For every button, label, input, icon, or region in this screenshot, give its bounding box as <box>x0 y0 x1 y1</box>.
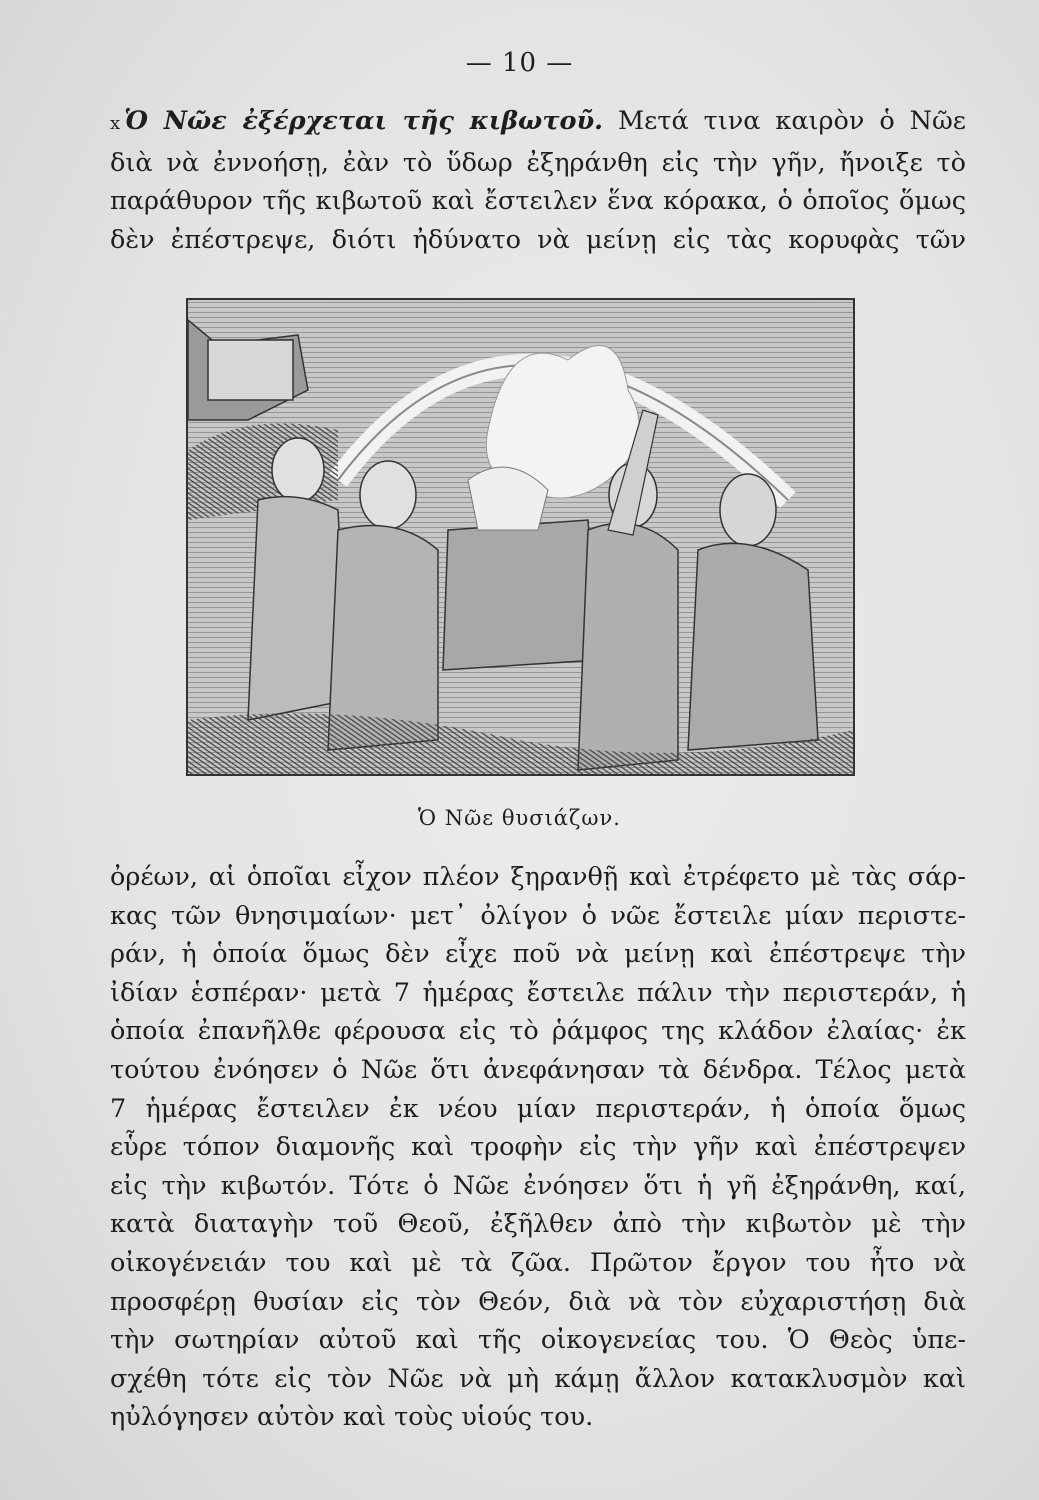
paragraph-2-line: κας τῶν θνησιμαίων· μετ᾽ ὀλίγον ὁ νῶε ἔστειλε μίαν περιστε- <box>110 900 966 931</box>
paragraph-2-line: σχέθη τότε εἰς τὸν Νῶε νὰ μὴ κάμῃ ἄλλον κατακλυσμὸν καὶ <box>110 1363 966 1394</box>
paragraph-2-line: ὀρέων, αἱ ὁποῖαι εἶχον πλέον ξηρανθῇ καὶ ἐτρέφετο μὲ τὰς σάρ- <box>110 862 966 892</box>
paragraph-2-line: ἰδίαν ἑσπέραν· μετὰ 7 ἡμέρας ἔστειλε πάλιν τὴν περιστεράν, ἡ <box>110 977 966 1008</box>
illustration-caption: Ὁ Νῶε θυσιάζων. <box>418 806 621 830</box>
paragraph-1 <box>110 102 966 259</box>
illustration-noah-sacrifice <box>186 298 855 776</box>
section-heading: Ὁ Νῶε ἐξέρχεται τῆς κιβωτοῦ. <box>124 106 604 136</box>
paragraph-2-line: ὁποία ἐπανῆλθε φέρουσα εἰς τὸ ῥάμφος της κλάδον ἐλαίας· ἐκ <box>110 1016 966 1047</box>
altar <box>443 520 598 670</box>
paragraph-2-line: τὴν σωτηρίαν αὐτοῦ καὶ τῆς οἰκογενείας του. Ὁ Θεὸς ὑπε- <box>110 1325 966 1356</box>
paragraph-1-line: διὰ νὰ ἐννοήσῃ, ἐὰν τὸ ὕδωρ ἐξηράνθη εἰς τὴν γῆν, ἤνοιξε τὸ <box>110 147 966 178</box>
paragraph-2-line: κατὰ διαταγὴν τοῦ Θεοῦ, ἐξῆλθεν ἀπὸ τὴν κιβωτὸν μὲ τὴν <box>110 1209 966 1240</box>
paragraph-2-line: ράν, ἡ ὁποία ὅμως δὲν εἶχε ποῦ νὰ μείνῃ καὶ ἐπέστρεψε τὴν <box>110 939 966 970</box>
figure-elder-head <box>720 474 776 546</box>
paragraph-1-line-1 <box>110 102 966 144</box>
margin-mark: x <box>110 113 121 134</box>
paragraph-1-line-1-rest: Μετά τινα καιρὸν ὁ Νῶε <box>618 106 966 136</box>
paragraph-2-line: προσφέρῃ θυσίαν εἰς τὸν Θεόν, διὰ νὰ τὸν εὐχαριστήσῃ διὰ <box>110 1286 966 1317</box>
figure-kneeling-man-head <box>360 461 416 529</box>
paragraph-1-line: παράθυρον τῆς κιβωτοῦ καὶ ἔστειλεν ἕνα κόρακα, ὁ ὁποῖος ὅμως <box>110 186 966 217</box>
paragraph-2-line: εὗρε τόπον διαμονῆς καὶ τροφὴν εἰς τὴν γῆν καὶ ἐπέστρεψεν <box>110 1132 966 1163</box>
paragraph-1-line: δὲν ἐπέστρεψε, διότι ἠδύνατο νὰ μείνῃ εἰς τὰς κορυφὰς τῶν <box>110 224 966 255</box>
figure-woman-head <box>272 438 324 502</box>
figure-elder <box>688 543 818 750</box>
paragraph-2-line: 7 ἡμέρας ἔστειλεν ἐκ νέου μίαν περιστεράν, ἡ ὁποία ὅμως <box>110 1093 966 1124</box>
figure-noah <box>578 523 678 770</box>
paragraph-2-line: ηὐλόγησεν αὐτὸν καὶ τοὺς υἱούς του. <box>110 1402 594 1433</box>
engraving-artwork <box>188 300 853 774</box>
paragraph-2-line: οἰκογένειάν του καὶ μὲ τὰ ζῶα. Πρῶτον ἔργον του ἦτο νὰ <box>110 1247 966 1278</box>
paragraph-2-line: τούτου ἐνόησεν ὁ Νῶε ὅτι ἀνεφάνησαν τὰ δένδρα. Τέλος μετὰ <box>110 1054 966 1085</box>
paragraph-2 <box>110 858 966 1437</box>
paragraph-2-line: εἰς τὴν κιβωτόν. Τότε ὁ Νῶε ἐνόησεν ὅτι ἡ γῆ ἐξηράνθη, καί, <box>110 1170 966 1201</box>
page-number: — 10 — <box>465 48 574 78</box>
